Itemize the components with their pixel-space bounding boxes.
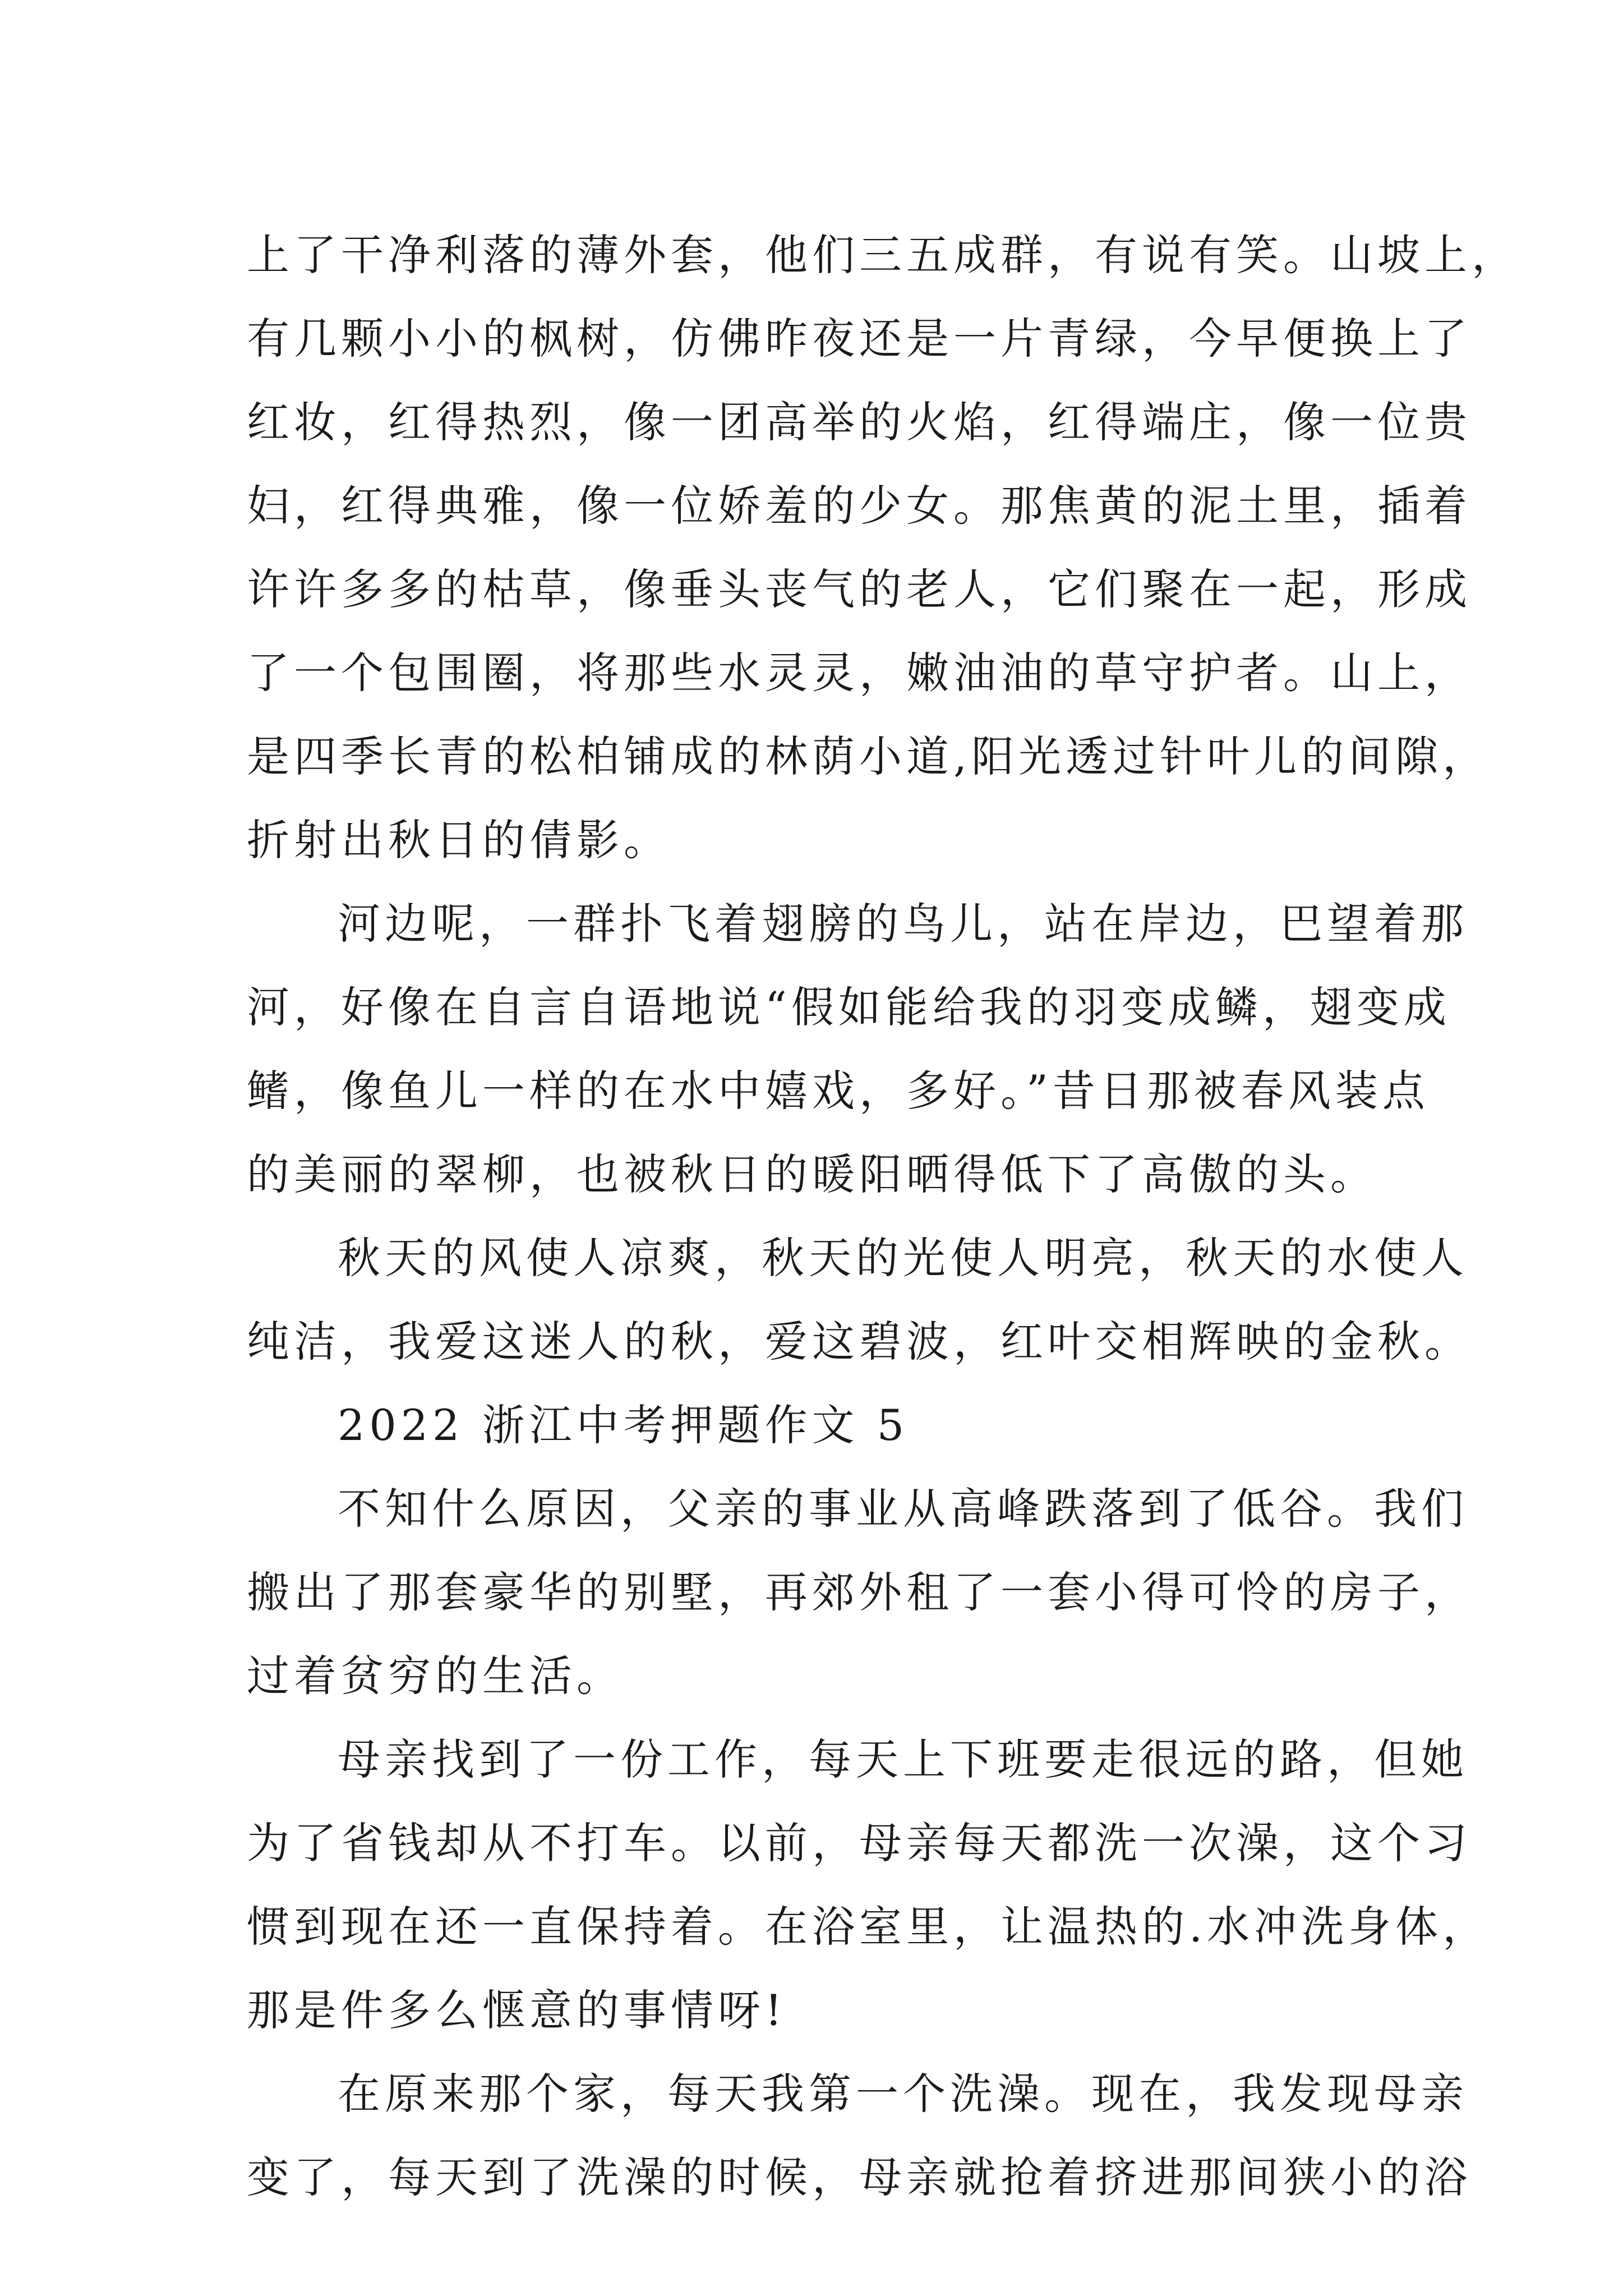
text-line: 搬出了那套豪华的别墅，再郊外租了一套小得可怜的房子， <box>247 1567 1472 1617</box>
text-line: 妇，红得典雅，像一位娇羞的少女。那焦黄的泥土里，插着 <box>247 481 1472 531</box>
text-line: 上了干净利落的薄外套，他们三五成群，有说有笑。山坡上， <box>247 230 1519 280</box>
text-line: 惯到现在还一直保持着。在浴室里，让温热的.水冲洗身体， <box>247 1902 1490 1952</box>
text-line: 不知什么原因，父亲的事业从高峰跌落到了低谷。我们 <box>338 1484 1468 1534</box>
text-line: 母亲找到了一份工作，每天上下班要走很远的路，但她 <box>338 1734 1468 1784</box>
text-line: 在原来那个家，每天我第一个洗澡。现在，我发现母亲 <box>338 2069 1468 2119</box>
paragraph <box>247 882 1468 1216</box>
text-line: 是四季长青的松柏铺成的林荫小道,阳光透过针叶儿的间隙， <box>247 731 1490 781</box>
text-line: 了一个包围圈，将那些水灵灵，嫩油油的草守护者。山上， <box>247 648 1472 698</box>
text-line: 红妆，红得热烈，像一团高举的火焰，红得端庄，像一位贵 <box>247 397 1472 447</box>
text-line: 纯洁，我爱这迷人的秋，爱这碧波，红叶交相辉映的金秋。 <box>247 1317 1472 1366</box>
text-line: 过着贫穷的生活。 <box>247 1651 624 1701</box>
text-line: 变了，每天到了洗澡的时候，母亲就抢着挤进那间狭小的浴 <box>247 2152 1472 2202</box>
text-line: 为了省钱却从不打车。以前，母亲每天都洗一次澡，这个习 <box>247 1818 1472 1868</box>
text-line: 那是件多么惬意的事情呀! <box>247 1985 787 2035</box>
paragraph <box>247 2052 1472 2219</box>
text-line: 有几颗小小的枫树，仿佛昨夜还是一片青绿，今早便换上了 <box>247 314 1472 364</box>
document-body <box>247 213 1519 2219</box>
text-line: 的美丽的翠柳，也被秋日的暖阳晒得低下了高傲的头。 <box>247 1149 1377 1199</box>
text-line: 河，好像在自言自语地说“假如能给我的羽变成鳞，翅变成 <box>247 982 1451 1032</box>
text-line: 鳍，像鱼儿一样的在水中嬉戏，多好。”昔日那被春风装点 <box>247 1066 1430 1116</box>
paragraph <box>247 1467 1472 1718</box>
paragraph <box>247 213 1519 882</box>
paragraph <box>247 1216 1472 1383</box>
paragraph <box>247 1383 1396 1467</box>
paragraph <box>247 1718 1490 2052</box>
text-line: 秋天的风使人凉爽，秋天的光使人明亮，秋天的水使人 <box>338 1233 1468 1283</box>
text-line: 2022 浙江中考押题作文 5 <box>338 1400 909 1450</box>
text-line: 河边呢，一群扑飞着翅膀的鸟儿，站在岸边，巴望着那 <box>338 899 1468 949</box>
text-line: 许许多多的枯草，像垂头丧气的老人，它们聚在一起，形成 <box>247 564 1472 614</box>
text-line: 折射出秋日的倩影。 <box>247 815 671 865</box>
